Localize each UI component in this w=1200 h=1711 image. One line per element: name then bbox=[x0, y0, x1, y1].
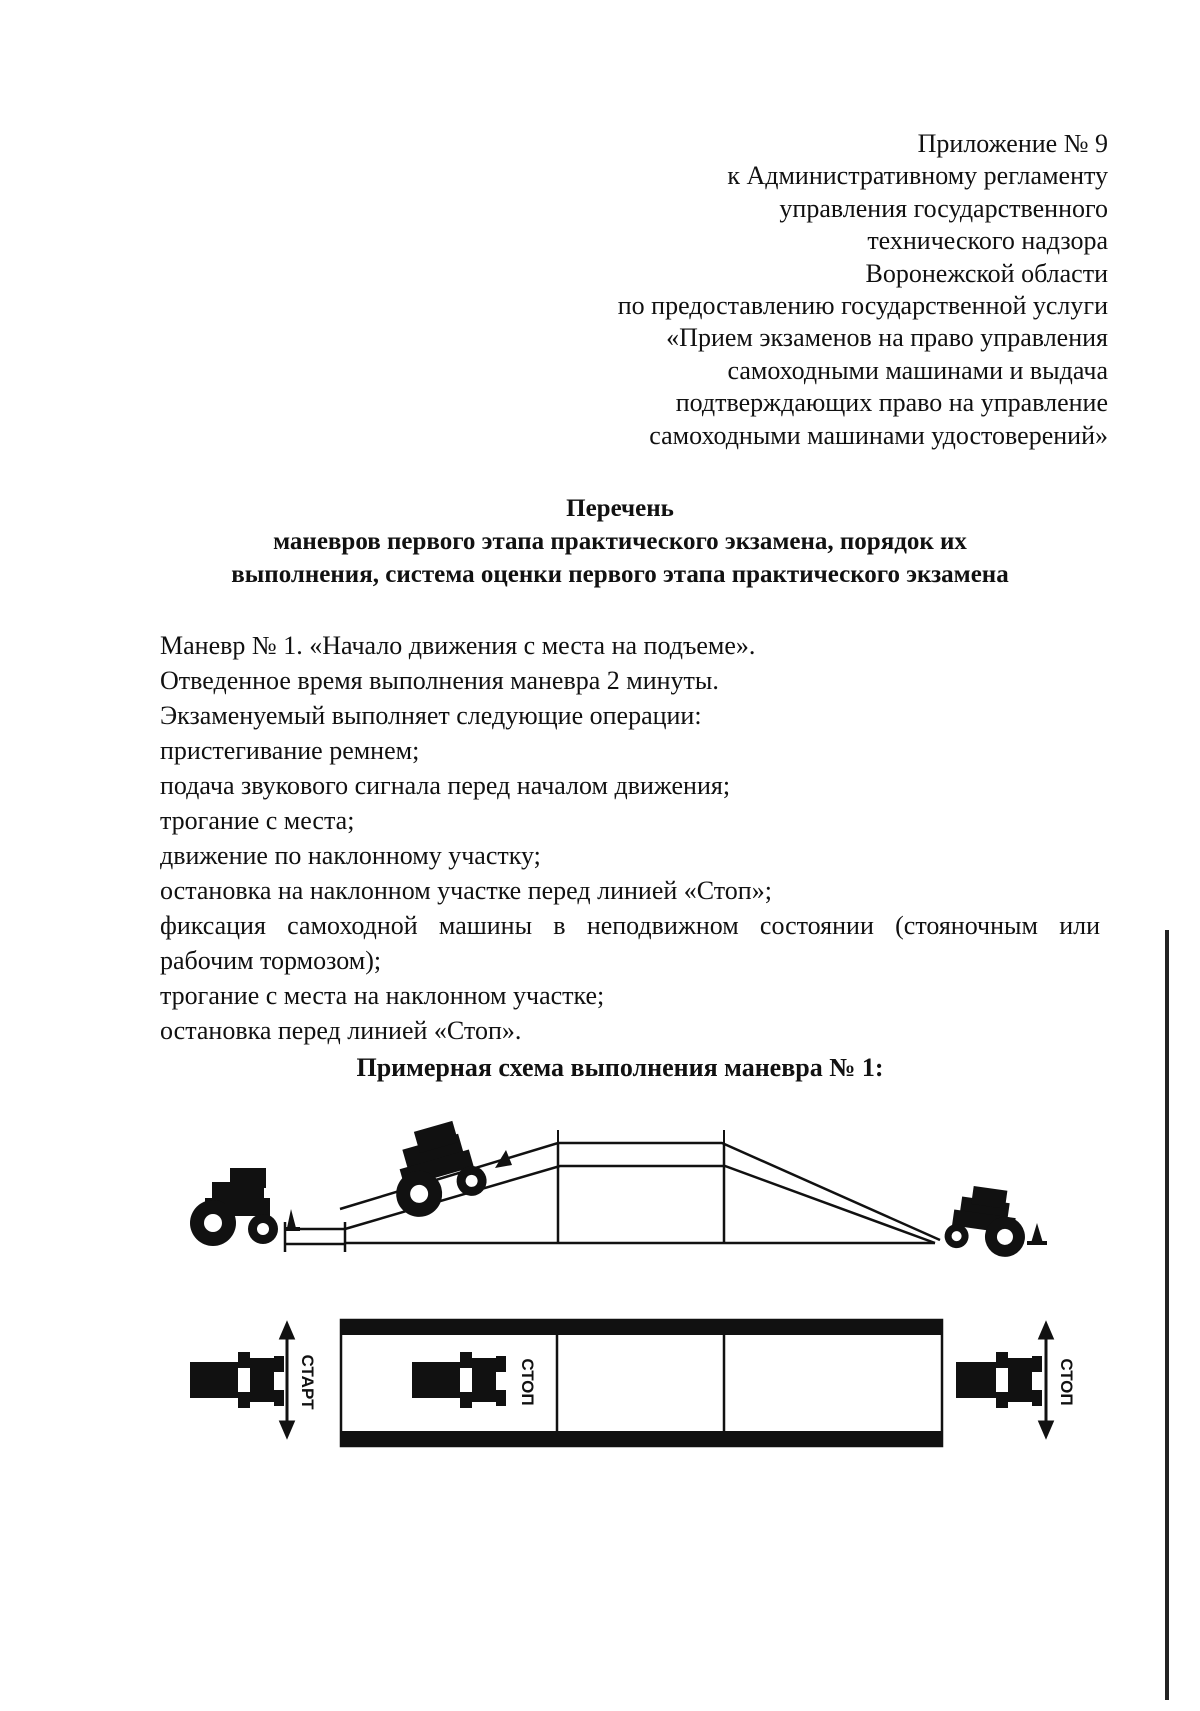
body-line: Экзаменуемый выполняет следующие операции: bbox=[160, 701, 702, 730]
stop-arrow-icon bbox=[1040, 1324, 1052, 1436]
body-line: пристегивание ремнем; bbox=[160, 736, 420, 765]
stop-label-middle: СТОП bbox=[518, 1358, 537, 1406]
body-line: фиксация самоходной машины в неподвижном состоянии (стояночным или bbox=[160, 911, 1100, 940]
body-line: трогание с места на наклонном участке; bbox=[160, 981, 605, 1010]
start-arrow-icon bbox=[281, 1324, 293, 1436]
scan-margin-line bbox=[1165, 930, 1169, 1700]
tractor-topview-icon bbox=[412, 1352, 506, 1408]
tractor-incline-icon bbox=[380, 1116, 492, 1222]
appendix-line: подтверждающих право на управление bbox=[675, 388, 1108, 418]
appendix-line: Приложение № 9 bbox=[917, 129, 1108, 158]
stop-label-end: СТОП bbox=[1057, 1358, 1076, 1406]
tractor-finish-icon bbox=[943, 1183, 1031, 1259]
start-label: СТАРТ bbox=[298, 1354, 317, 1410]
heading-subtitle-line: выполнения, система оценки первого этапа практического экзамена bbox=[231, 561, 1009, 588]
body-line: Маневр № 1. «Начало движения с места на подъеме». bbox=[160, 631, 756, 660]
body-line: остановка перед линией «Стоп». bbox=[160, 1016, 522, 1045]
body-line: Отведенное время выполнения маневра 2 минуты. bbox=[160, 666, 719, 695]
cone-icon bbox=[495, 1150, 512, 1168]
appendix-line: по предоставлению государственной услуги bbox=[617, 291, 1108, 321]
cone-icon bbox=[1027, 1223, 1047, 1245]
plan-bottom-border bbox=[341, 1431, 942, 1446]
heading-title: Перечень bbox=[566, 495, 674, 522]
body-line: рабочим тормозом); bbox=[160, 946, 382, 975]
heading-subtitle-line: маневров первого этапа практического экзамена, порядок их bbox=[273, 528, 967, 555]
tractor-start-icon bbox=[190, 1168, 278, 1246]
body-line: движение по наклонному участку; bbox=[160, 841, 541, 870]
appendix-line: самоходными машинами и выдача bbox=[727, 355, 1108, 385]
body-line: подача звукового сигнала перед началом движения; bbox=[160, 771, 731, 800]
tractor-topview-icon bbox=[956, 1352, 1042, 1408]
scheme-caption: Примерная схема выполнения маневра № 1: bbox=[356, 1053, 884, 1082]
appendix-line: самоходными машинами удостоверений» bbox=[649, 420, 1108, 450]
body-line: трогание с места; bbox=[160, 806, 355, 835]
plan-top-border bbox=[341, 1320, 942, 1335]
appendix-line: к Административному регламенту bbox=[727, 161, 1108, 191]
body-line: остановка на наклонном участке перед линией «Стоп»; bbox=[160, 876, 772, 905]
appendix-line: управления государственного bbox=[779, 193, 1108, 223]
plan-divider bbox=[557, 1334, 724, 1434]
appendix-line: Воронежской области bbox=[865, 258, 1108, 288]
tractor-topview-icon bbox=[190, 1352, 284, 1408]
appendix-line: технического надзора bbox=[867, 226, 1108, 256]
ramp-side-view bbox=[285, 1130, 940, 1252]
cone-icon bbox=[284, 1209, 300, 1231]
appendix-line: «Прием экзаменов на право управления bbox=[666, 323, 1108, 353]
